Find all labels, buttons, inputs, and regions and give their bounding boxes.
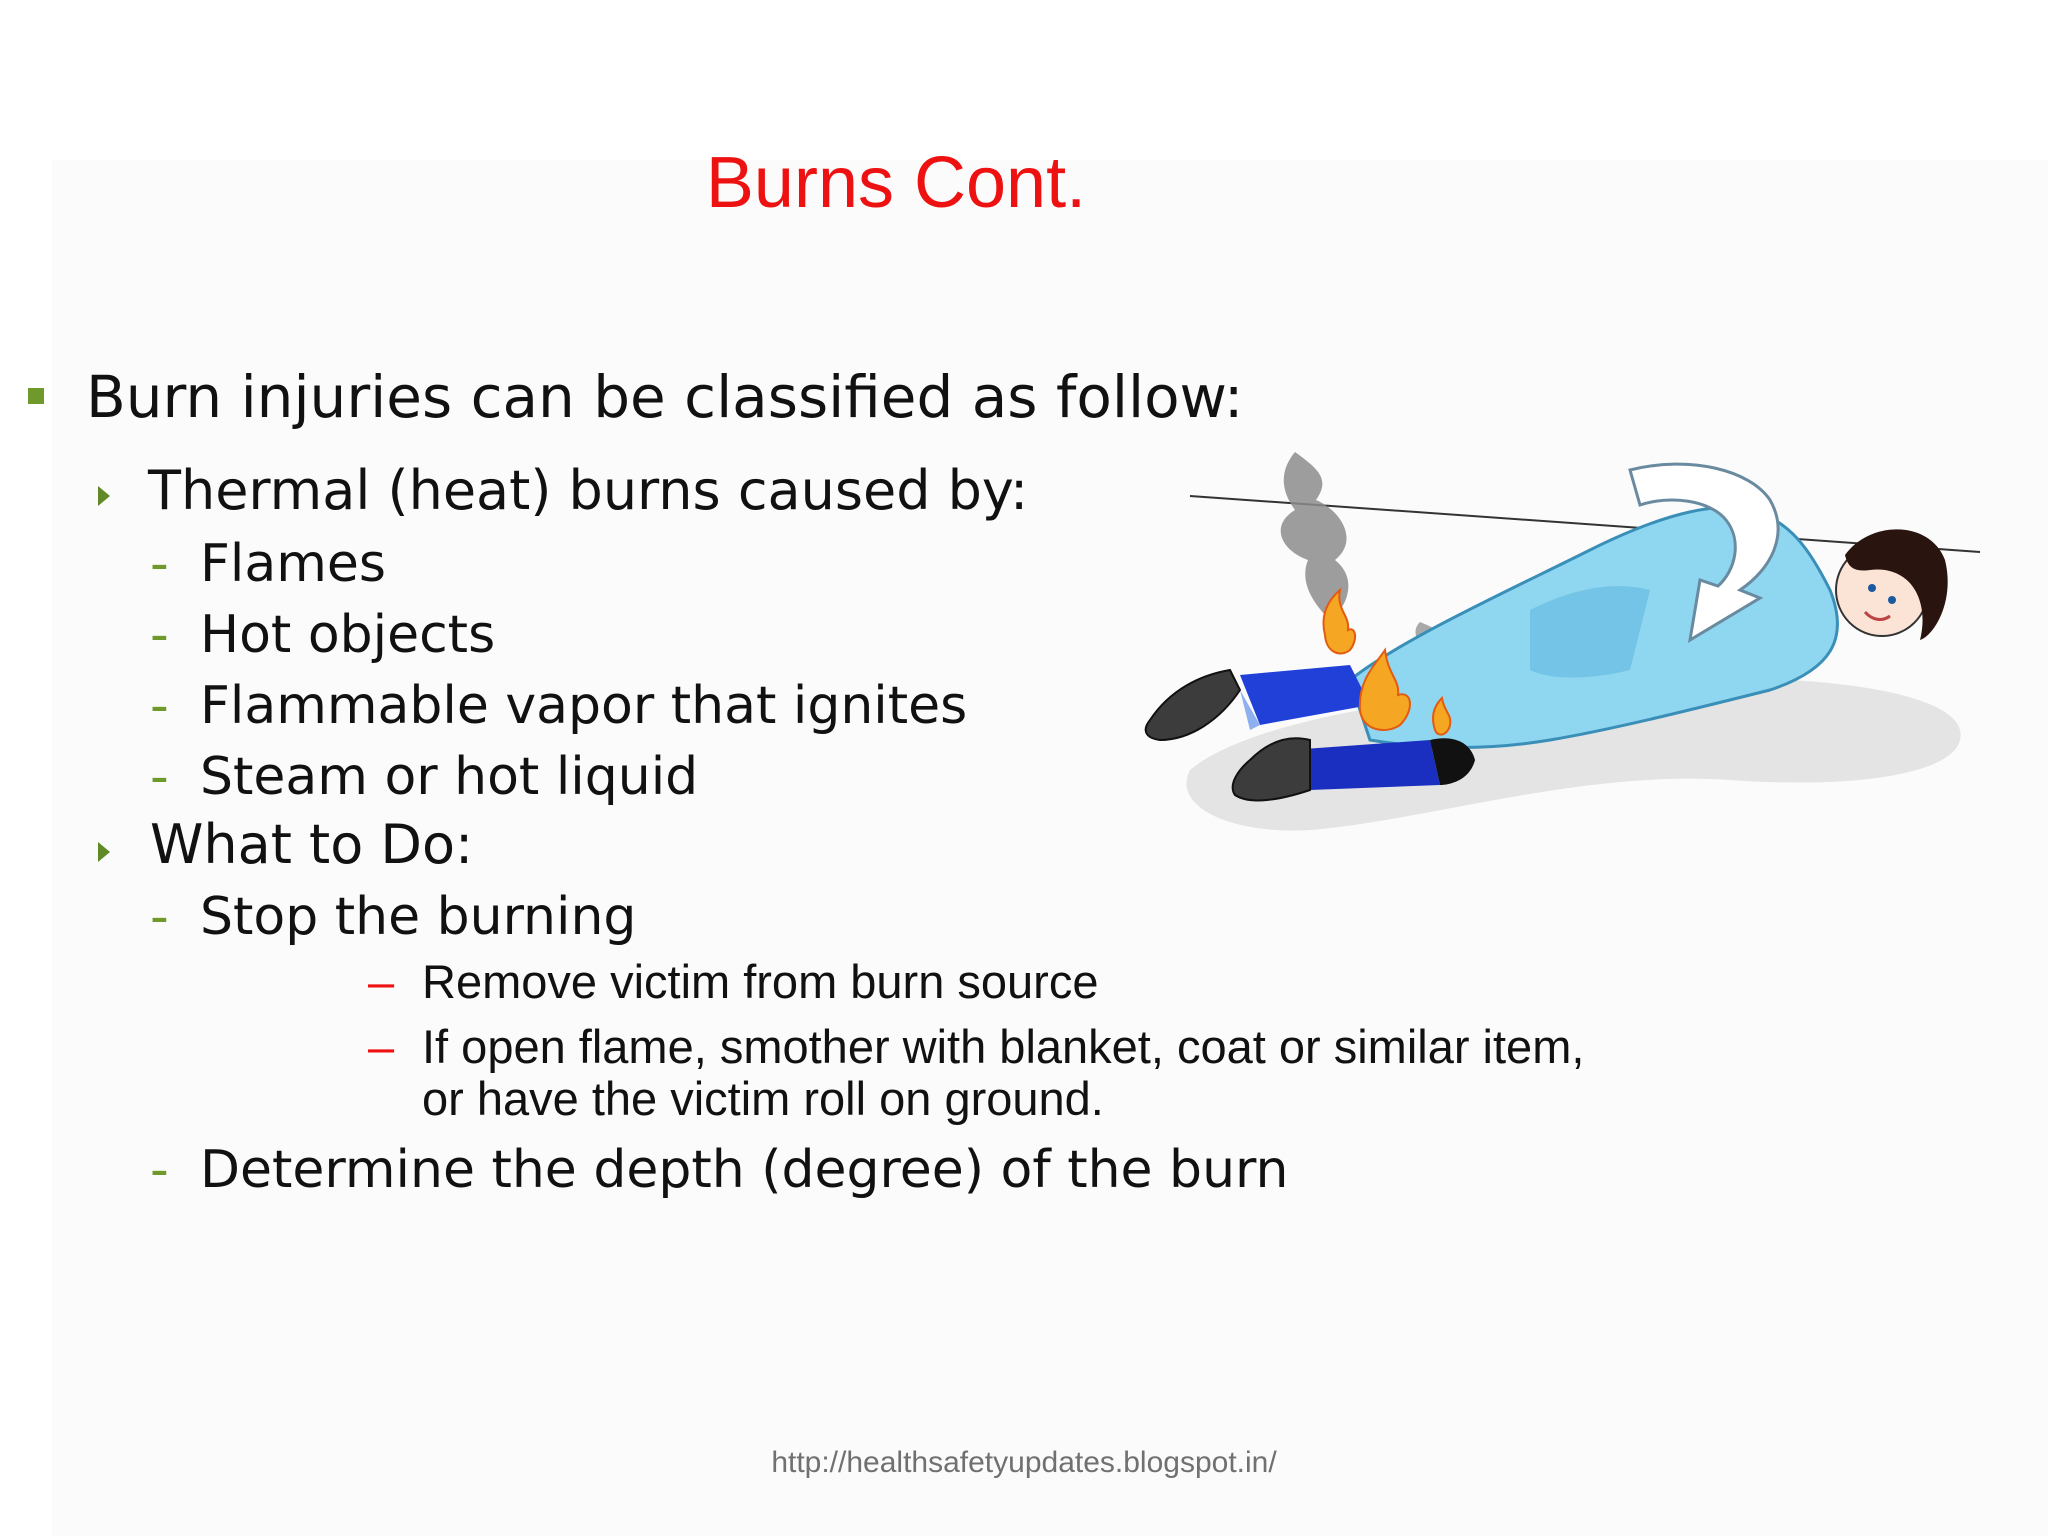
list-item: Flames bbox=[200, 534, 386, 594]
arrow-bullet-icon bbox=[98, 486, 110, 506]
sub-list-item: Remove victim from burn source bbox=[422, 955, 1099, 1008]
footer-url: http://healthsafetyupdates.blogspot.in/ bbox=[771, 1446, 1277, 1479]
person-on-fire-rolling-illustration-icon bbox=[1130, 440, 1990, 860]
section-heading-what-to-do: What to Do: bbox=[150, 813, 474, 876]
dash-bullet-icon: - bbox=[150, 676, 169, 736]
list-item: Determine the depth (degree) of the burn bbox=[200, 1140, 1289, 1200]
list-item: Steam or hot liquid bbox=[200, 747, 699, 807]
arrow-bullet-icon bbox=[98, 842, 110, 862]
list-item: Flammable vapor that ignites bbox=[200, 676, 968, 736]
sub-list-item: If open flame, smother with blanket, coat or similar item, bbox=[422, 1020, 1585, 1073]
main-point: Burn injuries can be classified as follow: bbox=[86, 363, 1244, 431]
dash-bullet-icon: - bbox=[150, 534, 169, 594]
dash-bullet-icon: - bbox=[150, 1140, 169, 1200]
dash-bullet-icon: - bbox=[150, 747, 169, 807]
square-bullet-icon bbox=[28, 388, 44, 404]
red-dash-bullet-icon: – bbox=[368, 1020, 395, 1073]
dash-bullet-icon: - bbox=[150, 887, 169, 947]
section-heading-thermal: Thermal (heat) burns caused by: bbox=[148, 459, 1029, 522]
sub-list-item-continuation: or have the victim roll on ground. bbox=[422, 1072, 1104, 1125]
dash-bullet-icon: - bbox=[150, 605, 169, 665]
slide-title: Burns Cont. bbox=[705, 143, 1087, 223]
red-dash-bullet-icon: – bbox=[368, 955, 395, 1008]
list-item: Hot objects bbox=[200, 605, 496, 665]
list-item: Stop the burning bbox=[200, 887, 637, 947]
